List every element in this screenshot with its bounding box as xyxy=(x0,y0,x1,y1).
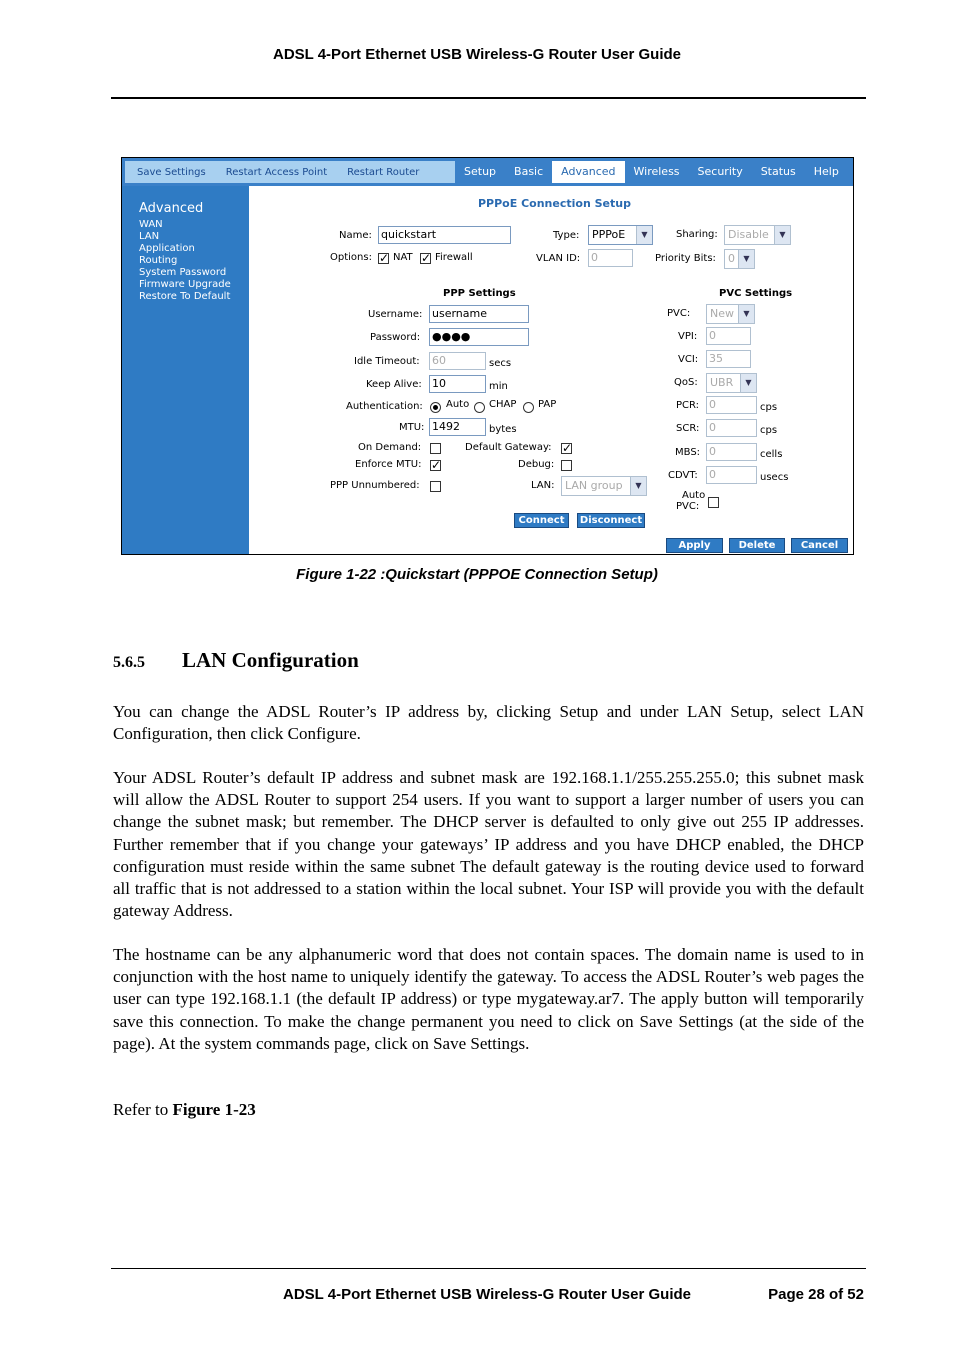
ppp-unnumbered-checkbox[interactable] xyxy=(430,481,441,492)
enforce-mtu-label: Enforce MTU: xyxy=(355,459,422,470)
on-demand-label: On Demand: xyxy=(358,442,422,453)
pvc-value: New xyxy=(710,307,734,320)
default-gateway-label: Default Gateway: xyxy=(465,442,552,453)
default-gateway-checkbox[interactable]: ✓ xyxy=(562,441,573,455)
pcr-input[interactable]: 0 xyxy=(706,396,757,414)
auth-pap-radio[interactable] xyxy=(523,402,534,413)
keep-alive-label: Keep Alive: xyxy=(366,379,422,390)
name-label: Name: xyxy=(339,230,372,241)
name-input[interactable]: quickstart xyxy=(378,226,511,244)
paragraph-2: Your ADSL Router’s default IP address and subnet mask are 192.168.1.1/255.255.255.0; this subnet mask will allow the ADSL Router to support 254 users. If you want to support a larger number of users you can change the subnet mask; but remember. The DHCP server is defaulted to only give out 255 IP addresses. Further remember that if you change your gateways’ IP address and you have DHCP enabled, the DHCP configuration must reside within the same subnet The default gateway is the routing device used to forward all traffic that is not addressed to a station within the local subnet. Your ISP will provide you with the default gateway Address. xyxy=(113,768,864,921)
idle-timeout-label: Idle Timeout: xyxy=(354,356,420,367)
vlan-label: VLAN ID: xyxy=(536,253,581,264)
username-label: Username: xyxy=(368,309,423,320)
mtu-unit: bytes xyxy=(489,424,517,435)
pvc-settings-title: PVC Settings xyxy=(719,288,793,299)
connect-button[interactable]: Connect xyxy=(514,513,569,528)
router-screenshot-figure xyxy=(121,157,854,555)
sharing-label: Sharing: xyxy=(676,229,718,240)
footer-title: ADSL 4-Port Ethernet USB Wireless-G Router User Guide xyxy=(283,1286,692,1303)
sidebar xyxy=(122,186,249,554)
firewall-label: Firewall xyxy=(435,252,473,263)
options-label: Options: xyxy=(330,252,372,263)
sidebar-links xyxy=(139,219,231,303)
vci-input[interactable]: 35 xyxy=(706,350,751,368)
sidebar-item-routing[interactable]: Routing xyxy=(139,255,178,266)
nat-checkbox[interactable]: ✓ xyxy=(379,251,390,265)
qos-value: UBR xyxy=(710,376,734,389)
pppoe-setup-panel xyxy=(249,186,853,554)
chevron-down-icon: ▼ xyxy=(738,305,754,323)
footer-rule xyxy=(111,1268,866,1269)
mbs-input[interactable]: 0 xyxy=(706,443,757,461)
username-input[interactable]: username xyxy=(429,305,529,323)
authentication-label: Authentication: xyxy=(346,401,423,412)
pvc-select[interactable] xyxy=(706,304,755,324)
tab-security[interactable]: Security xyxy=(697,165,743,178)
vpi-label: VPI: xyxy=(678,331,698,342)
sidebar-item-firmware-upgrade[interactable]: Firmware Upgrade xyxy=(139,279,231,290)
keep-alive-input[interactable]: 10 xyxy=(429,375,486,393)
cdvt-unit: usecs xyxy=(760,472,789,483)
cdvt-label: CDVT: xyxy=(668,470,698,481)
mbs-unit: cells xyxy=(760,449,783,460)
section-heading xyxy=(113,648,359,673)
sidebar-item-lan[interactable]: LAN xyxy=(139,231,160,242)
qos-label: QoS: xyxy=(674,377,698,388)
vci-label: VCI: xyxy=(678,354,699,365)
disconnect-button[interactable]: Disconnect xyxy=(577,513,645,528)
auto-pvc-label-line2: PVC: xyxy=(676,501,700,512)
restart-access-point-link[interactable]: Restart Access Point xyxy=(225,166,328,178)
sidebar-item-application[interactable]: Application xyxy=(139,243,195,254)
debug-checkbox[interactable] xyxy=(561,460,572,471)
auth-chap-label: CHAP xyxy=(489,399,517,410)
save-settings-link[interactable]: Save Settings xyxy=(137,166,206,178)
tab-advanced[interactable]: Advanced xyxy=(552,161,624,183)
vlan-input[interactable]: 0 xyxy=(588,249,633,267)
scr-input[interactable]: 0 xyxy=(706,419,757,437)
delete-button[interactable]: Delete xyxy=(729,538,785,553)
figure-caption: Figure 1-22 :Quickstart (PPPOE Connection Setup) xyxy=(296,566,658,583)
chevron-down-icon: ▼ xyxy=(774,226,790,244)
sidebar-item-wan[interactable]: WAN xyxy=(139,219,163,230)
top-nav-bar xyxy=(122,158,853,186)
panel-title: PPPoE Connection Setup xyxy=(478,197,631,210)
cdvt-input[interactable]: 0 xyxy=(706,466,757,484)
header-rule xyxy=(111,97,866,99)
scr-unit: cps xyxy=(760,425,778,436)
password-input[interactable]: ●●●● xyxy=(429,328,529,346)
type-select[interactable] xyxy=(588,225,653,245)
figure-reference: Figure 1-23 xyxy=(172,1100,256,1119)
sidebar-item-restore-default[interactable]: Restore To Default xyxy=(139,291,231,302)
refer-line xyxy=(113,1099,864,1121)
lan-label: LAN: xyxy=(531,480,555,491)
mtu-input[interactable]: 1492 xyxy=(429,418,486,436)
nat-label: NAT xyxy=(393,252,413,263)
restart-router-link[interactable]: Restart Router xyxy=(347,166,420,178)
sidebar-item-system-password[interactable]: System Password xyxy=(139,267,227,278)
priority-label: Priority Bits: xyxy=(655,253,716,264)
paragraph-3: The hostname can be any alphanumeric word that does not contain spaces. The domain name is used to in conjunction with the host name to uniquely identify the gateway. To access the ADSL Router’s web pages the user can type 192.168.1.1 (the default IP address) or type mygateway.ar7. The apply button will temporarily save this connection. To make the change permanent you need to click on Save Settings (at the side of the page). At the system commands page, click on Save Settings. xyxy=(113,945,864,1053)
page-header: ADSL 4-Port Ethernet USB Wireless-G Router User Guide xyxy=(272,46,681,63)
auto-pvc-label xyxy=(676,490,706,512)
enforce-mtu-checkbox[interactable]: ✓ xyxy=(431,458,442,472)
refer-prefix: Refer to xyxy=(113,1100,173,1119)
qos-select[interactable] xyxy=(706,373,757,393)
keep-alive-unit: min xyxy=(489,381,508,392)
ppp-unnumbered-label: PPP Unnumbered: xyxy=(330,480,420,491)
scr-label: SCR: xyxy=(676,423,700,434)
priority-value: 0 xyxy=(728,252,735,265)
pcr-label: PCR: xyxy=(676,400,700,411)
priority-select[interactable] xyxy=(724,249,755,269)
tab-basic[interactable]: Basic xyxy=(514,165,544,178)
lan-value: LAN group xyxy=(565,479,623,492)
sharing-select[interactable] xyxy=(724,225,791,245)
main-tabs xyxy=(455,161,848,183)
mtu-label: MTU: xyxy=(399,422,425,433)
lan-select[interactable] xyxy=(561,476,647,496)
chevron-down-icon: ▼ xyxy=(740,374,756,392)
tab-status[interactable]: Status xyxy=(760,165,796,178)
mbs-label: MBS: xyxy=(675,447,701,458)
tab-setup[interactable]: Setup xyxy=(464,165,497,178)
pvc-label: PVC: xyxy=(667,308,691,319)
cancel-button[interactable]: Cancel xyxy=(791,538,848,553)
auto-pvc-label-line1: Auto xyxy=(682,490,706,501)
password-label: Password: xyxy=(370,332,421,343)
top-links xyxy=(125,161,455,183)
auth-auto-label: Auto xyxy=(446,399,470,410)
pcr-unit: cps xyxy=(760,402,778,413)
type-value: PPPoE xyxy=(592,228,626,241)
type-label: Type: xyxy=(553,230,580,241)
auth-chap-radio[interactable] xyxy=(474,402,485,413)
tab-help[interactable]: Help xyxy=(813,165,839,178)
idle-timeout-input[interactable]: 60 xyxy=(429,352,486,370)
on-demand-checkbox[interactable] xyxy=(430,443,441,454)
vpi-input[interactable]: 0 xyxy=(706,327,751,345)
chevron-down-icon: ▼ xyxy=(738,250,754,268)
page-number: Page 28 of 52 xyxy=(768,1286,864,1303)
firewall-checkbox[interactable]: ✓ xyxy=(421,251,432,265)
section-number: 5.6.5 xyxy=(113,654,145,671)
auth-auto-radio[interactable] xyxy=(430,402,441,413)
sharing-value: Disable xyxy=(728,228,769,241)
debug-label: Debug: xyxy=(518,459,555,470)
section-title: LAN Configuration xyxy=(182,648,359,672)
ppp-settings-title: PPP Settings xyxy=(443,288,516,299)
paragraph-1: You can change the ADSL Router’s IP address by, clicking Setup and under LAN Setup, select LAN Configuration, then click Configure. xyxy=(113,702,864,744)
tab-wireless[interactable]: Wireless xyxy=(633,165,680,178)
apply-button[interactable]: Apply xyxy=(666,538,723,553)
idle-timeout-unit: secs xyxy=(489,358,512,369)
chevron-down-icon: ▼ xyxy=(636,226,652,244)
sidebar-heading: Advanced xyxy=(139,201,204,216)
auth-pap-label: PAP xyxy=(538,399,557,410)
chevron-down-icon: ▼ xyxy=(630,477,646,495)
auto-pvc-checkbox[interactable] xyxy=(708,497,719,508)
